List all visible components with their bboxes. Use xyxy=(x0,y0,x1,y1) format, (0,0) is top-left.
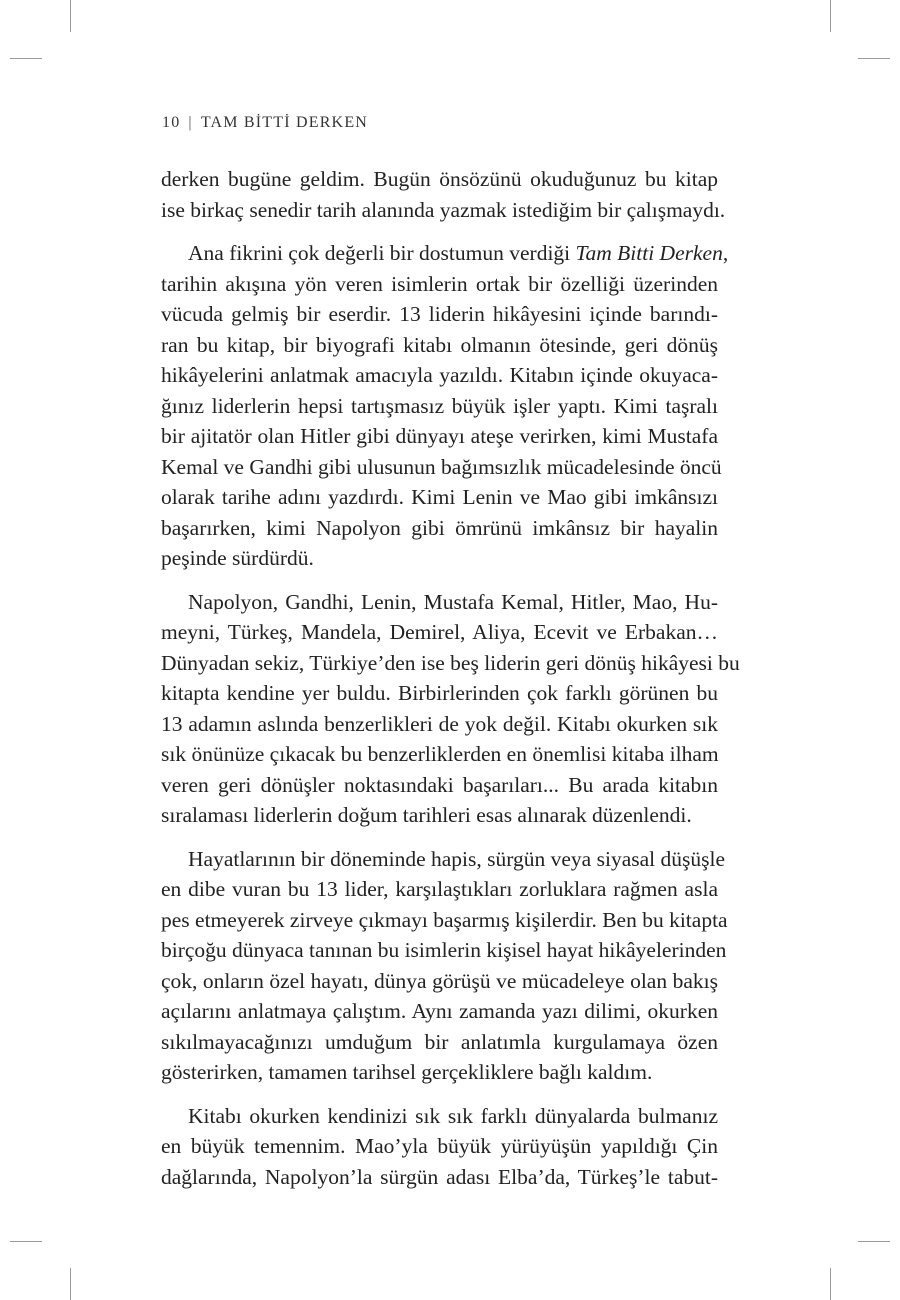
text-line: veren geri dönüşler noktasındaki başarıları... Bu arada kitabın xyxy=(161,772,718,797)
text-line: birçoğu dünyaca tanınan bu isimlerin kişisel hayat hikâyelerinden xyxy=(161,938,727,962)
text-line: hikâyelerini anlatmak amacıyla yazıldı. Kitabın içinde okuyaca- xyxy=(161,363,718,387)
text-line: peşinde sürdürdü. xyxy=(161,546,314,570)
text-line: Kitabı okurken kendinizi sık sık farklı dünyalarda bulmanız xyxy=(188,1103,718,1128)
text-line: en dibe vuran bu 13 lider, karşılaştıkları zorluklara rağmen asla xyxy=(161,877,718,901)
text-line: Kemal ve Gandhi gibi ulusunun bağımsızlık mücadelesinde öncü xyxy=(161,454,722,479)
text-line: ise birkaç senedir tarih alanında yazmak istediğim bir çalışmaydı. xyxy=(161,197,726,222)
running-title: TAM BİTTİ DERKEN xyxy=(200,114,369,131)
text-line: kitapta kendine yer buldu. Birbirlerinden çok farklı görünen bu xyxy=(161,681,718,705)
text-line: vücuda gelmiş bir eserdir. 13 liderin hikâyesini içinde barındı- xyxy=(161,302,718,326)
text-line: 13 adamın aslında benzerlikleri de yok değil. Kitabı okurken sık xyxy=(161,711,718,736)
text-line: Dünyadan sekiz, Türkiye’den ise beş liderin geri dönüş hikâyesi bu xyxy=(161,650,740,675)
text-line: Napolyon, Gandhi, Lenin, Mustafa Kemal, Hitler, Mao, Hu- xyxy=(188,589,718,614)
header-separator: | xyxy=(188,114,193,131)
text-line: en büyük temennim. Mao’yla büyük yürüyüşün yapıldığı Çin xyxy=(161,1134,718,1158)
text-line: sıralaması liderlerin doğum tarihleri esas alınarak düzenlendi. xyxy=(161,803,692,827)
crop-mark-top-right xyxy=(830,0,831,32)
text-line: başarırken, kimi Napolyon gibi ömrünü imkânsız bir hayalin xyxy=(161,515,718,540)
paragraph-gap xyxy=(161,574,718,587)
paragraph xyxy=(161,164,726,225)
paragraph-gap xyxy=(161,225,718,238)
text-line: meyni, Türkeş, Mandela, Demirel, Aliya, Ecevit ve Erbakan… xyxy=(161,620,718,644)
crop-mark-bottom-right xyxy=(830,1268,831,1300)
body-text xyxy=(161,164,740,1192)
text-line: sık önünüze çıkacak bu benzerliklerden en önemlisi kitaba ilham xyxy=(161,742,719,766)
text-line: ran bu kitap, bir biyografi kitabı olmanın ötesinde, geri dönüş xyxy=(161,332,718,357)
crop-mark-right-top xyxy=(858,58,890,59)
text-line: olarak tarihe adını yazdırdı. Kimi Lenin ve Mao gibi imkânsızı xyxy=(161,485,718,509)
text-line: derken bugüne geldim. Bugün önsözünü okuduğunuz bu kitap xyxy=(161,167,718,191)
paragraph xyxy=(161,587,740,831)
text-line: sıkılmayacağınızı umduğum bir anlatımla kurgulamaya özen xyxy=(161,1029,718,1054)
text-segment: , xyxy=(722,241,729,265)
text-line: dağlarında, Napolyon’la sürgün adası Elba’da, Türkeş’le tabut- xyxy=(161,1164,718,1189)
text-line: pes etmeyerek zirveye çıkmayı başarmış kişilerdir. Ben bu kitapta xyxy=(161,907,728,932)
crop-mark-top-left xyxy=(70,0,71,32)
text-line xyxy=(161,238,729,269)
paragraph xyxy=(161,238,729,574)
text-line: açılarını anlatmaya çalıştım. Aynı zamanda yazı dilimi, okurken xyxy=(161,999,718,1023)
paragraph xyxy=(161,1101,718,1193)
paragraph xyxy=(161,844,728,1088)
text-segment: Ana fikrini çok değerli bir dostumun verdiği xyxy=(188,241,576,265)
crop-mark-right-bottom xyxy=(858,1241,890,1242)
book-title-italic: Tam Bitti Derken xyxy=(575,241,723,265)
text-line: çok, onların özel hayatı, dünya görüşü ve mücadeleye olan bakış xyxy=(161,968,718,993)
text-line: gösterirken, tamamen tarihsel gerçekliklere bağlı kaldım. xyxy=(161,1060,653,1084)
crop-mark-left-top xyxy=(10,58,42,59)
crop-mark-bottom-left xyxy=(70,1268,71,1300)
text-line: Hayatlarının bir döneminde hapis, sürgün veya siyasal düşüşle xyxy=(188,846,725,871)
text-line: ğınız liderlerin hepsi tartışmasız büyük işler yaptı. Kimi taşralı xyxy=(161,393,718,418)
crop-mark-left-bottom xyxy=(10,1241,42,1242)
paragraph-gap xyxy=(161,831,718,844)
text-line: tarihin akışına yön veren isimlerin ortak bir özelliği üzerinden xyxy=(161,271,718,296)
paragraph-gap xyxy=(161,1088,718,1101)
running-header xyxy=(162,114,368,132)
text-line: bir ajitatör olan Hitler gibi dünyayı ateşe verirken, kimi Mustafa xyxy=(161,424,718,448)
page-number: 10 xyxy=(162,114,181,131)
